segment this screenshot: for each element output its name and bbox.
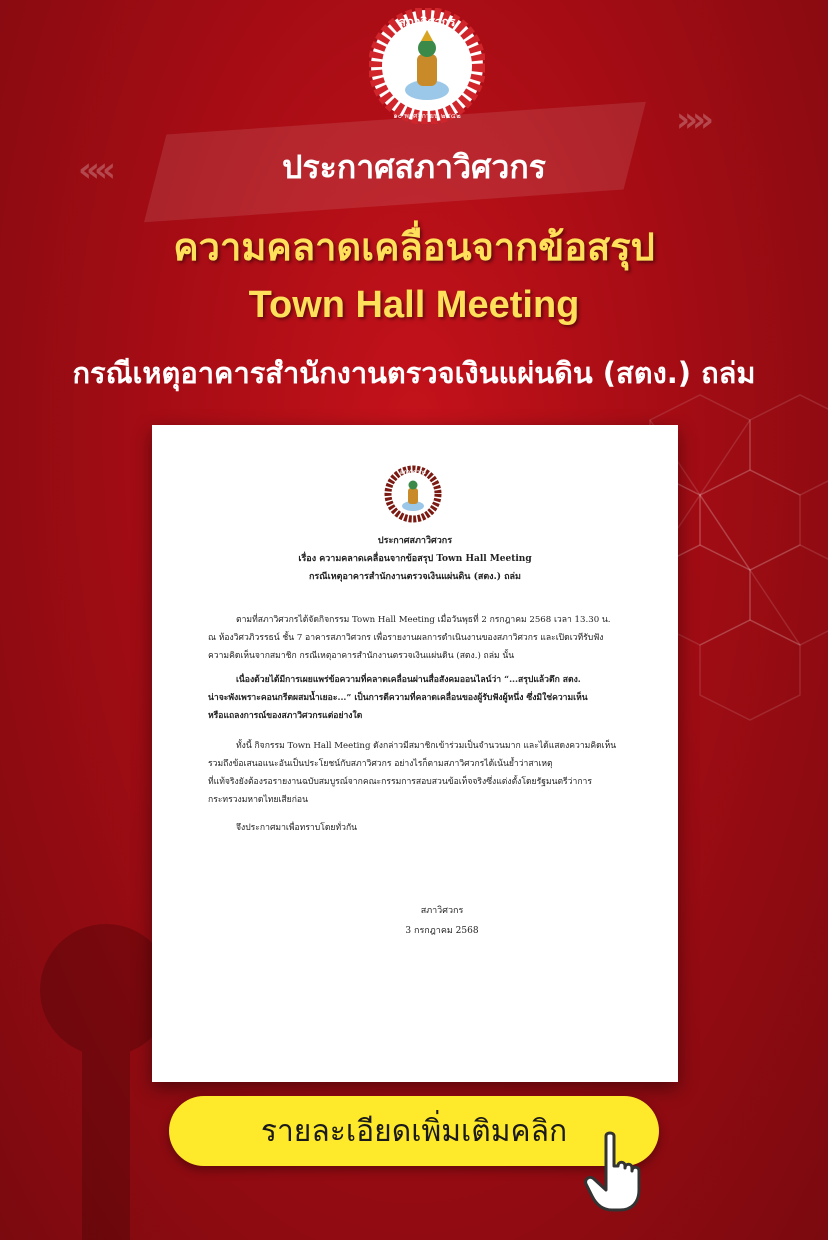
announcement-document [152,425,678,1082]
case-subtitle: กรณีเหตุอาคารสำนักงานตรวจเงินแผ่นดิน (สตง.) ถล่ม [72,356,756,390]
closing-line: จึงประกาศมาเพื่อทราบโดยทั่วกัน [236,823,358,833]
document-logo-text: สภาวิศวกร [399,470,427,476]
council-logo [369,8,485,124]
paragraph-3 [208,737,628,809]
document-case: กรณีเหตุอาคารสำนักงานตรวจเงินแผ่นดิน (สตง.) ถล่ม [308,572,521,582]
paragraph-2-line-2: น่าจะพังเพราะคอนกรีตผสมน้ำเยอะ...” เป็นการตีความที่คลาดเคลื่อนของผู้รับฟังผู้หนึ่ง ซึ่งมิใช่ความเห็น [208,693,588,703]
paragraph-3-line-4: กระทรวงมหาดไทยเสียก่อน [208,795,308,805]
logo-bottom-text: ๑๐ พฤศจิกายน ๒๕๔๒ [393,112,461,120]
paragraph-3-line-2: รวมถึงข้อเสนอแนะอันเป็นประโยชน์กับสภาวิศวกร อย่างไรก็ตามสภาวิศวกรได้เน้นย้ำว่าสาเหตุ [208,759,553,769]
announcement-heading: ประกาศสภาวิศวกร [282,148,546,186]
main-title: ความคลาดเคลื่อนจากข้อสรุป [173,225,655,269]
more-details-label: รายละเอียดเพิ่มเติมคลิก [260,1113,568,1149]
document-logo [384,465,442,523]
paragraph-2-line-3: หรือแถลงการณ์ของสภาวิศวกรแต่อย่างใด [208,711,363,721]
paragraph-2 [208,671,628,725]
chevrons-left-decoration: ‹‹‹‹ [78,150,111,190]
document-date: 3 กรกฎาคม 2568 [405,926,479,936]
paragraph-1-line-3: ความคิดเห็นจากสมาชิก กรณีเหตุอาคารสำนักงานตรวจเงินแผ่นดิน (สตง.) ถล่ม นั้น [208,651,515,661]
paragraph-1 [208,611,628,665]
paragraph-4 [208,819,628,837]
document-subject: เรื่อง ความคลาดเคลื่อนจากข้อสรุป Town Hall Meeting [298,554,532,564]
signer-name: สภาวิศวกร [420,906,464,916]
chevrons-right-decoration: ›››› [676,100,709,140]
event-title: Town Hall Meeting [248,284,580,326]
paragraph-2-line-1: เนื่องด้วยได้มีการเผยแพร่ข้อความที่คลาดเคลื่อนผ่านสื่อสังคมออนไลน์ว่า “...สรุปแล้วตึก สตง. [236,675,581,685]
paragraph-3-line-3: ที่แท้จริงยังต้องรอรายงานฉบับสมบูรณ์จากคณะกรรมการสอบสวนข้อเท็จจริงซึ่งแต่งตั้งโดยรัฐมนตรีว่าการ [208,777,592,787]
document-heading: ประกาศสภาวิศวกร [377,536,453,546]
paragraph-3-line-1: ทั้งนี้ กิจกรรม Town Hall Meeting ดังกล่าวมีสมาชิกเข้าร่วมเป็นจำนวนมาก และได้แสดงความคิดเห็น [236,741,617,751]
paragraph-1-line-1: ตามที่สภาวิศวกรได้จัดกิจกรรม Town Hall Meeting เมื่อวันพุธที่ 2 กรกฎาคม 2568 เวลา 13.30 น. [236,615,611,625]
logo-top-text: สภาวิศวกร [398,15,456,29]
paragraph-1-line-2: ณ ห้องวิศวภิวรรธน์ ชั้น 7 อาคารสภาวิศวกร เพื่อรายงานผลการดำเนินงานของสภาวิศวกร และเปิดเวทีรับฟัง [208,633,604,643]
pointing-hand-icon [582,1130,654,1214]
